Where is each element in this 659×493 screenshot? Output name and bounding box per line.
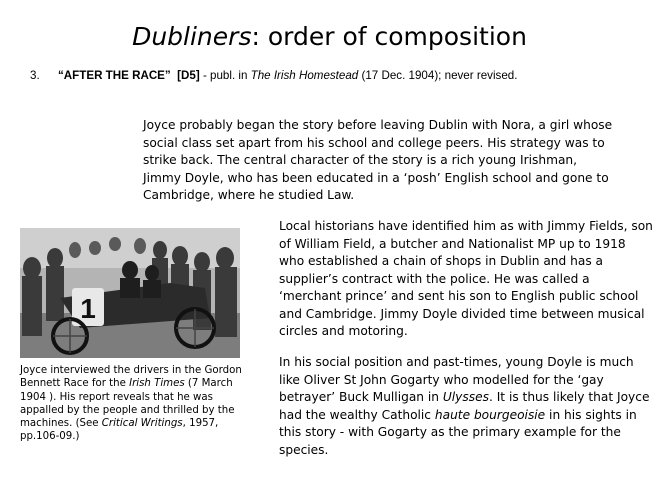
car-number: 1 xyxy=(80,293,96,324)
entry-number: 3. xyxy=(30,69,40,82)
title-italic: Dubliners xyxy=(132,22,252,51)
p3-italic-2: haute bourgeoisie xyxy=(434,407,546,422)
p3-italic-1: Ulysses xyxy=(442,390,489,404)
pub-suffix: (17 Dec. 1904); never revised. xyxy=(358,69,518,82)
caption-italic-2: Critical Writings xyxy=(101,418,183,430)
story-entry xyxy=(30,68,650,83)
race-car-photo-drawing xyxy=(20,228,240,358)
caption-text-3: , 1957, pp.106-09.) xyxy=(20,418,219,443)
paragraph-3 xyxy=(279,354,654,459)
story-code: [D5] xyxy=(177,69,200,82)
page-title xyxy=(0,22,659,52)
title-rest: : order of composition xyxy=(251,22,527,51)
pub-prefix: - publ. in xyxy=(199,69,251,82)
journal-name: The Irish Homestead xyxy=(250,69,359,82)
p3-text-1: In his social position and past-times, young Doyle is much like Oliver St John Gogarty who modelled for the ‘gay betrayer’ Buck Mulligan in xyxy=(279,355,634,404)
photo-caption xyxy=(20,364,248,444)
story-title: “AFTER THE RACE” xyxy=(58,69,171,82)
caption-text-2: (7 March 1904 ). His report reveals that he was appalled by the people and thrilled by the machines. (See xyxy=(20,378,235,430)
caption-text-1: Joyce interviewed the drivers in the Gordon Bennett Race for the xyxy=(20,365,242,390)
p3-text-3: in his sights in this story - with Gogarty as the primary example for the species. xyxy=(279,407,637,457)
paragraph-1: Joyce probably began the story before leaving Dublin with Nora, a girl whose social class set apart from his school and college peers. His strategy was to strike back. The central character of the story is a rich young Irishman, Jimmy Doyle, who has been educated in a ‘posh’ English school and gone to Cambridge, where he studied Law. xyxy=(143,118,613,202)
p3-text-2: . It is thus likely that Joyce had the wealthy Catholic xyxy=(279,390,650,422)
paragraph-2: Local historians have identified him as with Jimmy Fields, son of William Field, a butcher and Nationalist MP up to 1918 who established a chain of shops in Dublin and has a supplier’s contract with the police. He was called a ‘merchant prince’ and sent his son to English public school and Cambridge. Jimmy Doyle divided time between musical circles and motoring. xyxy=(279,219,653,338)
race-car-photo xyxy=(20,228,240,358)
caption-italic-1: Irish Times xyxy=(129,378,185,390)
